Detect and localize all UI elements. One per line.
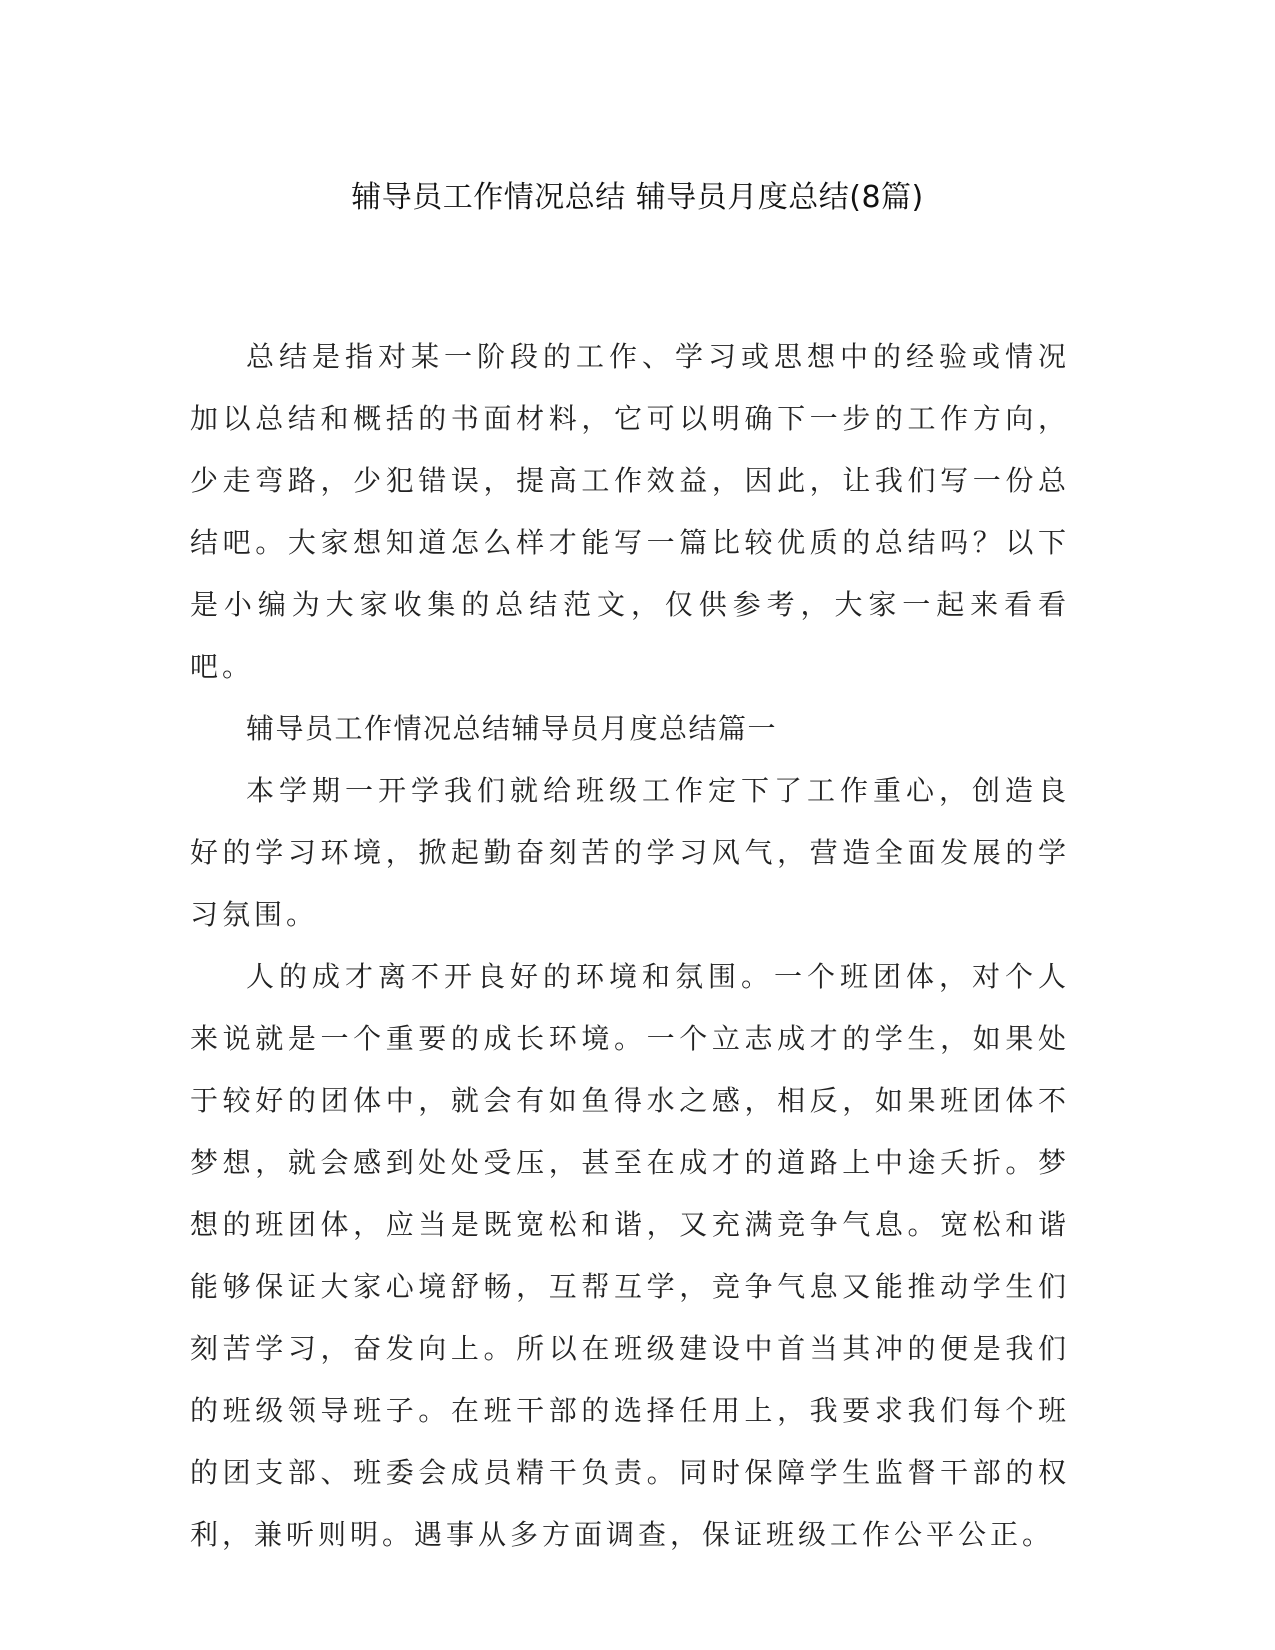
document-title: 辅导员工作情况总结 辅导员月度总结(8篇) — [351, 180, 924, 215]
body-paragraph: 人的成才离不开良好的环境和氛围。一个班团体，对个人来说就是一个重要的成长环境。一个立志成才的学生，如果处于较好的团体中，就会有如鱼得水之感，相反，如果班团体不梦想，就会感到处处受压，甚至在成才的道路上中途夭折。梦想的班团体，应当是既宽松和谐，又充满竞争气息。宽松和谐能够保证大家心境舒畅，互帮互学，竞争气息又能推动学生们刻苦学习，奋发向上。所以在班级建设中首当其冲的便是我们的班级领导班子。在班干部的选择任用上，我要求我们每个班的团支部、班委会成员精干负责。同时保障学生监督干部的权利，兼听则明。遇事从多方面调查，保证班级工作公平公正。 — [190, 960, 1070, 1551]
section-heading-part-one: 辅导员工作情况总结辅导员月度总结篇一 — [246, 712, 778, 745]
intro-paragraph: 总结是指对某一阶段的工作、学习或思想中的经验或情况加以总结和概括的书面材料，它可以明确下一步的工作方向，少走弯路，少犯错误，提高工作效益，因此，让我们写一份总结吧。大家想知道怎么样才能写一篇比较优质的总结吗？以下是小编为大家收集的总结范文，仅供参考，大家一起来看看吧。 — [190, 340, 1070, 683]
document-body — [190, 326, 1070, 1566]
body-paragraph: 本学期一开学我们就给班级工作定下了工作重心，创造良好的学习环境，掀起勤奋刻苦的学习风气，营造全面发展的学习氛围。 — [190, 774, 1070, 931]
